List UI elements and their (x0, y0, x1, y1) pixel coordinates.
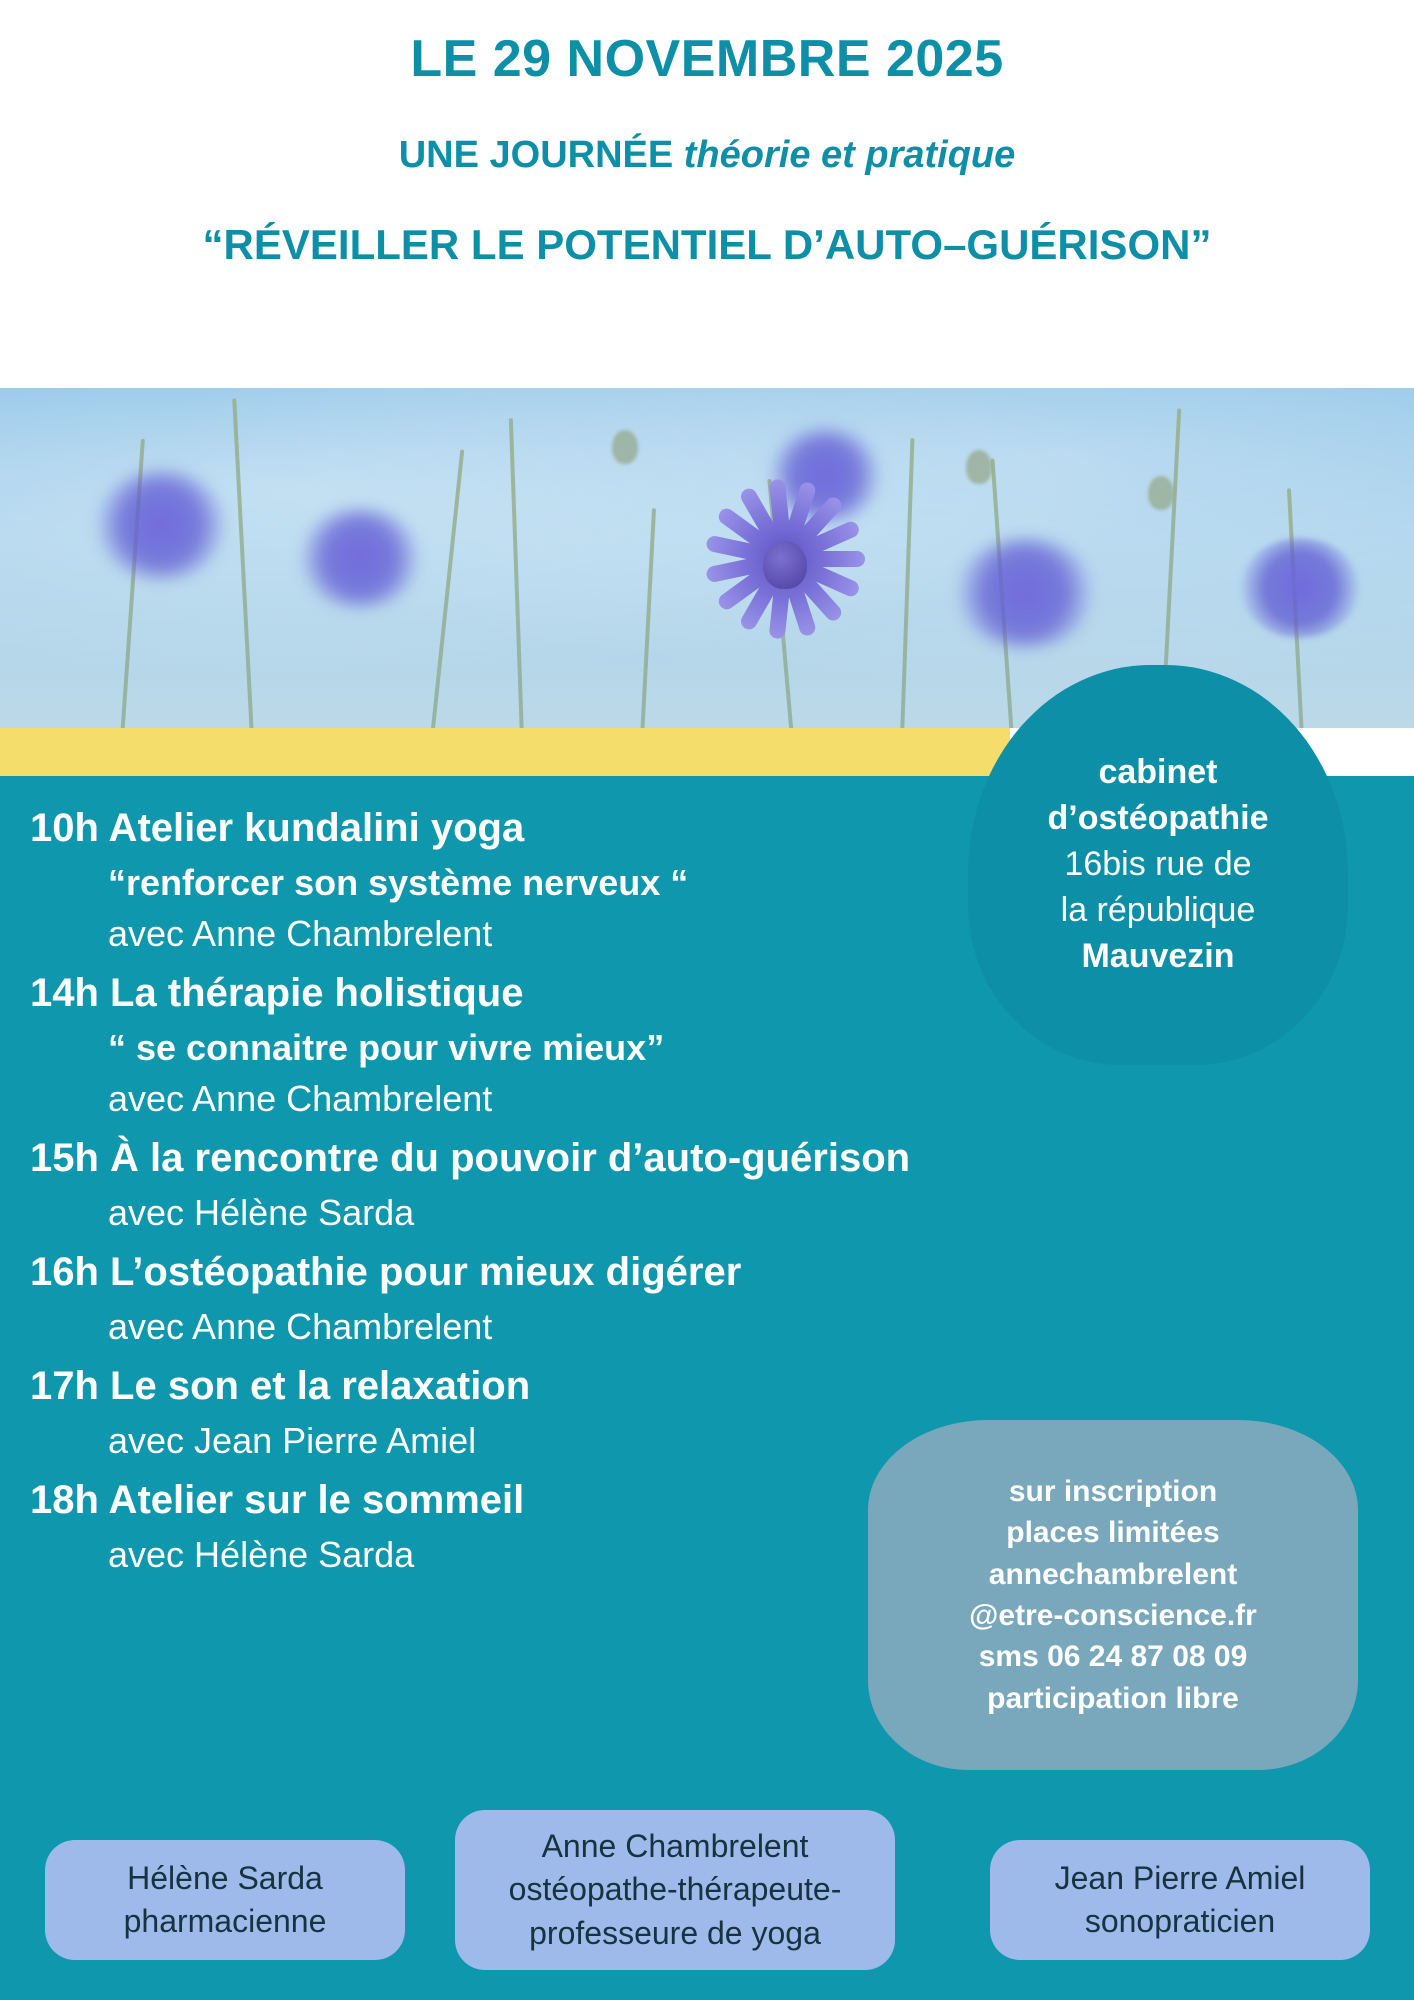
speaker-pill (990, 1840, 1370, 1960)
cornflower-blurred (96, 470, 226, 580)
cornflower-blurred (300, 508, 420, 608)
schedule-presenter: avec Hélène Sarda (108, 1533, 415, 1575)
speaker-role: ostéopathe-thérapeute-professeure de yoga (508, 1871, 842, 1951)
speaker-pill (45, 1840, 405, 1960)
address-line-1: cabinet (1098, 753, 1218, 792)
event-title: “RÉVEILLER LE POTENTIEL D’AUTO–GUÉRISON” (202, 220, 1212, 268)
speaker-name: Hélène Sarda (127, 1859, 323, 1896)
speaker-role: pharmacienne (123, 1903, 327, 1939)
address-text (1021, 750, 1294, 979)
schedule-title: 17h Le son et la relaxation (30, 1363, 531, 1408)
schedule-presenter: avec Hélène Sarda (108, 1191, 415, 1233)
address-line-2: d’ostéopathie (1047, 799, 1269, 838)
schedule-presenter: avec Anne Chambrelent (108, 912, 493, 954)
address-line-3: 16bis rue de (1064, 845, 1252, 884)
schedule-presenter: avec Anne Chambrelent (108, 1077, 493, 1119)
address-city: Mauvezin (1081, 936, 1235, 975)
yellow-divider-band (0, 728, 1010, 776)
address-blob (968, 665, 1348, 1065)
schedule-presenter: avec Anne Chambrelent (108, 1305, 493, 1347)
flower-bud (966, 450, 992, 484)
poster-header (0, 0, 1414, 388)
speaker-name: Jean Pierre Amiel (1054, 1859, 1306, 1896)
flower-bud (1148, 476, 1174, 510)
cornflower-focus (690, 484, 880, 634)
contact-phone[interactable]: sms 06 24 87 08 09 (978, 1640, 1248, 1674)
speaker-role: sonopraticien (1084, 1903, 1276, 1939)
contact-email-user[interactable]: annechambrelent (988, 1557, 1238, 1591)
event-subtitle-italic: théorie et pratique (683, 134, 1016, 177)
event-subtitle-pre: UNE JOURNÉE (398, 134, 684, 177)
schedule-title: 18h Atelier sur le sommeil (30, 1477, 525, 1522)
contact-email-domain[interactable]: @etre-conscience.fr (969, 1599, 1257, 1632)
schedule-quote: “ se connaitre pour vivre mieux” (108, 1026, 665, 1068)
schedule-item (30, 1130, 1260, 1238)
speaker-name: Anne Chambrelent (541, 1828, 809, 1865)
speaker-info (1055, 1857, 1306, 1943)
event-subtitle (0, 132, 1414, 180)
registration-line-1: sur inscription (1008, 1474, 1218, 1508)
schedule-title: 14h La thérapie holistique (30, 971, 524, 1016)
speaker-pill (455, 1810, 895, 1970)
registration-blob (868, 1420, 1358, 1770)
schedule-title: 15h À la rencontre du pouvoir d’auto-guérison (30, 1136, 911, 1181)
speaker-info (471, 1825, 879, 1955)
participation-note: participation libre (987, 1681, 1239, 1715)
speaker-info (124, 1857, 327, 1943)
registration-line-2: places limitées (1006, 1516, 1220, 1550)
speakers-row (0, 1796, 1414, 1976)
cornflower-blurred (1240, 538, 1360, 638)
schedule-presenter: avec Jean Pierre Amiel (108, 1419, 477, 1461)
schedule-title: 10h Atelier kundalini yoga (30, 806, 525, 850)
schedule-title: 16h L’ostéopathie pour mieux digérer (30, 1249, 742, 1294)
cornflower-blurred (955, 538, 1095, 648)
registration-text (953, 1471, 1273, 1719)
address-line-4: la république (1060, 890, 1256, 929)
schedule-quote: “renforcer son système nerveux “ (108, 861, 689, 903)
schedule-item (30, 1244, 1260, 1352)
flower-bud (612, 430, 638, 464)
event-date: LE 29 NOVEMBRE 2025 (410, 30, 1004, 88)
